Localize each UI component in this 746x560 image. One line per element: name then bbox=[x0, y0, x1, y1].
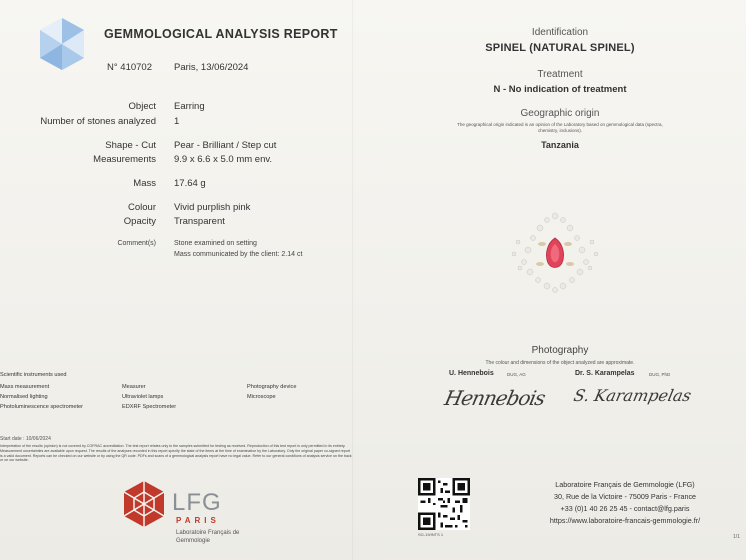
measurements-label: Measurements bbox=[93, 154, 156, 165]
start-date: Start date : 10/06/2024 bbox=[0, 436, 51, 442]
origin-value: Tanzania bbox=[541, 140, 579, 150]
signatory-2-name: Dr. S. Karampelas bbox=[575, 370, 635, 377]
signatory-1-title: DUG, AG bbox=[507, 372, 526, 377]
verification-qr-code[interactable] bbox=[418, 478, 470, 530]
colour-label: Colour bbox=[128, 202, 156, 213]
instrument-1-2: Normalised lighting bbox=[0, 394, 48, 400]
object-value: Earring bbox=[174, 101, 205, 112]
center-fold bbox=[352, 0, 353, 560]
object-label: Object bbox=[128, 101, 156, 112]
photography-note: The colour and dimensions of the object analyzed are approximate. bbox=[485, 360, 635, 366]
instrument-3-2: Microscope bbox=[247, 394, 276, 400]
page-number: 1/1 bbox=[733, 534, 740, 540]
comment-line-1: Stone examined on setting bbox=[174, 240, 257, 247]
instrument-2-1: Measurer bbox=[122, 384, 146, 390]
opacity-label: Opacity bbox=[123, 216, 156, 227]
address-line-2: 30, Rue de la Victoire - 75009 Paris - France bbox=[553, 492, 697, 501]
logo-lab-name: Laboratoire Français de Gemmologie bbox=[176, 530, 240, 544]
photography-label: Photography bbox=[531, 345, 589, 356]
earring-photo bbox=[500, 208, 610, 298]
disclaimer-text: Interpretation of the results (opinion) is not covered by COFRAC accreditation. The test report relates only to the samples submitted for testing as received. Reproduction of this test report is only permitted in its entirety. Measurement uncertainties are available upon request. The results of the analyses recorded in this report specify the state of the items at the time of examination by the Laboratory. Only the original paper co-signed report is a valid document. Reports can be checked on our website or by using the QR code. PDFs and scans of a gemmological analysis report have no legal value. Refer to our general conditions of analysis service on the back or on our website. bbox=[0, 444, 352, 463]
lfg-logo-icon bbox=[122, 480, 166, 528]
shape-label: Shape - Cut bbox=[105, 140, 156, 151]
mass-label: Mass bbox=[133, 178, 156, 189]
signatory-1-name: U. Hennebois bbox=[449, 370, 494, 377]
stones-label: Number of stones analyzed bbox=[40, 116, 156, 127]
stones-value: 1 bbox=[174, 116, 180, 127]
origin-label: Geographic origin bbox=[520, 108, 600, 119]
instrument-3-1: Photography device bbox=[247, 384, 297, 390]
instrument-1-3: Photoluminescence spectrometer bbox=[0, 404, 84, 410]
gem-watermark-icon bbox=[36, 16, 88, 72]
mass-value: 17.64 g bbox=[174, 178, 206, 189]
comments-label: Comment(s) bbox=[117, 240, 156, 247]
identification-value: SPINEL (NATURAL SPINEL) bbox=[485, 42, 635, 54]
address-line-1: Laboratoire Français de Gemmologie (LFG) bbox=[555, 480, 695, 489]
shape-value: Pear - Brilliant / Step cut bbox=[174, 140, 277, 151]
report-number: N° 410702 bbox=[107, 62, 152, 73]
treatment-value: N - No indication of treatment bbox=[493, 84, 627, 95]
signatory-2-title: DUG, PhD bbox=[649, 372, 671, 377]
instrument-2-2: Ultraviolet lamps bbox=[122, 394, 164, 400]
measurements-value: 9.9 x 6.6 x 5.0 mm env. bbox=[174, 154, 273, 165]
opacity-value: Transparent bbox=[174, 216, 225, 227]
instruments-heading: Scientific instruments used bbox=[0, 372, 67, 378]
instrument-1-1: Mass measurement bbox=[0, 384, 50, 390]
logo-city: PARIS bbox=[176, 516, 220, 525]
origin-note: The geographical origin indicated is an opinion of the Laboratory based on gemmological data (spectra, chemistry, inclusions). bbox=[457, 122, 663, 133]
qr-caption: SG-19/INTS 1 bbox=[418, 532, 444, 537]
instrument-2-3: EDXRF Spectrometer bbox=[122, 404, 177, 410]
signature-1: Hennebois bbox=[442, 386, 547, 410]
address-url[interactable]: https://www.laboratoire-francais-gemmologie.fr/ bbox=[549, 516, 701, 525]
comment-line-2: Mass communicated by the client: 2.14 ct bbox=[174, 251, 303, 258]
logo-brand: LFG bbox=[172, 489, 222, 516]
report-title: GEMMOLOGICAL ANALYSIS REPORT bbox=[104, 27, 338, 41]
report-place-date: Paris, 13/06/2024 bbox=[174, 62, 249, 73]
signature-2: S. Karampelas bbox=[571, 386, 694, 405]
address-line-3: +33 (0)1 40 26 25 45 - contact@lfg.paris bbox=[560, 504, 690, 513]
identification-label: Identification bbox=[531, 27, 589, 38]
colour-value: Vivid purplish pink bbox=[174, 202, 251, 213]
treatment-label: Treatment bbox=[537, 69, 583, 80]
